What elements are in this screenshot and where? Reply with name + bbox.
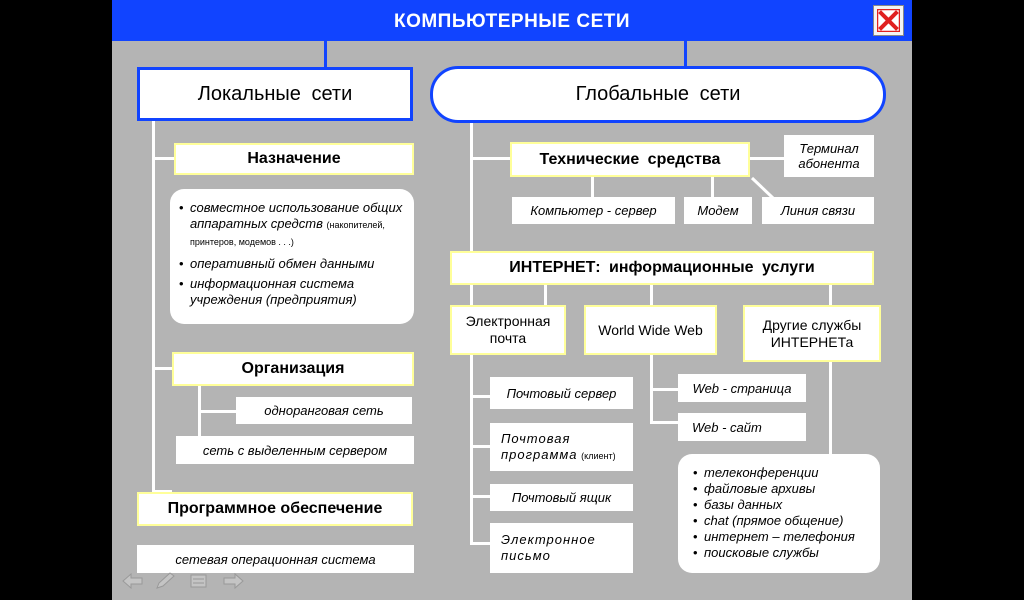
purpose-box: Назначение <box>174 143 414 175</box>
software-box: Программное обеспечение <box>137 492 413 526</box>
mail-server: Почтовый сервер <box>490 377 633 409</box>
list-item <box>692 465 872 481</box>
service-item: интернет – телефония <box>704 529 855 544</box>
list-item <box>692 545 872 561</box>
connector <box>650 421 678 424</box>
close-button[interactable] <box>873 5 904 36</box>
www-box: World Wide Web <box>584 305 717 355</box>
page-title: КОМПЬЮТЕРНЫЕ СЕТИ <box>393 11 631 32</box>
purpose-list <box>170 189 414 324</box>
connector <box>750 157 784 160</box>
list-item <box>692 529 872 545</box>
connector <box>152 157 175 160</box>
hardware-box: Технические средства <box>510 142 750 177</box>
organization-box: Организация <box>172 352 414 386</box>
list-item <box>692 497 872 513</box>
connector <box>829 285 832 305</box>
connector <box>650 388 678 391</box>
global-networks-header <box>430 66 886 123</box>
connector <box>152 121 155 493</box>
connector <box>470 495 490 498</box>
list-item <box>692 481 872 497</box>
hw-computer-server: Компьютер - сервер <box>512 197 675 224</box>
arrow-left-icon[interactable] <box>122 572 144 590</box>
service-item: телеконференции <box>704 465 819 480</box>
hw-communication-line: Линия связи <box>762 197 874 224</box>
connector <box>324 41 327 69</box>
arrow-right-icon[interactable] <box>222 572 244 590</box>
purpose-item: совместное использование общих аппаратных средств <box>190 200 403 231</box>
connector <box>544 285 547 305</box>
connector <box>829 362 832 454</box>
connector <box>650 285 653 305</box>
mail-program <box>490 423 633 471</box>
connector <box>684 41 687 69</box>
connector <box>470 395 490 398</box>
local-networks-label: Локальные сети <box>197 82 353 105</box>
purpose-note: (накопителей, принтеров, модемов . . .) <box>190 220 385 247</box>
pen-icon[interactable] <box>154 572 176 590</box>
software-network-os: сетевая операционная система <box>137 545 414 573</box>
global-networks-label: Глобальные сети <box>575 83 741 105</box>
list-item <box>178 200 406 250</box>
org-peer-to-peer: одноранговая сеть <box>236 397 412 424</box>
internet-box: ИНТЕРНЕТ: информационные услуги <box>450 251 874 285</box>
connector <box>152 367 172 370</box>
mail-program-label: Почтовая программа <box>501 431 578 462</box>
mailbox: Почтовый ящик <box>490 484 633 511</box>
service-item: chat (прямое общение) <box>704 513 844 528</box>
service-item: базы данных <box>704 497 783 512</box>
mail-program-note: (клиент) <box>581 451 616 461</box>
terminal-box: Терминал абонента <box>784 135 874 177</box>
service-item: файловые архивы <box>704 481 816 496</box>
local-networks-header <box>137 67 413 121</box>
connector <box>470 445 490 448</box>
connector <box>711 177 714 197</box>
list-item <box>178 256 406 272</box>
org-dedicated-server: сеть с выделенным сервером <box>176 436 414 464</box>
other-services-list <box>678 454 880 573</box>
web-site: Web - сайт <box>678 413 806 441</box>
web-page: Web - страница <box>678 374 806 402</box>
service-item: поисковые службы <box>704 545 819 560</box>
list-item <box>692 513 872 529</box>
connector <box>470 157 510 160</box>
purpose-item: информационная система учреждения (предприятия) <box>190 276 357 307</box>
connector <box>198 410 236 413</box>
slide <box>112 0 912 600</box>
connector <box>470 542 490 545</box>
connector <box>591 177 594 197</box>
close-icon <box>877 9 900 32</box>
other-services-box: Другие службы ИНТЕРНЕТа <box>743 305 881 362</box>
menu-icon[interactable] <box>188 572 210 590</box>
purpose-item: оперативный обмен данными <box>190 256 375 271</box>
list-item <box>178 276 406 308</box>
hw-modem: Модем <box>684 197 752 224</box>
email-box: Электронная почта <box>450 305 566 355</box>
email-letter: Электронное письмо <box>490 523 633 573</box>
